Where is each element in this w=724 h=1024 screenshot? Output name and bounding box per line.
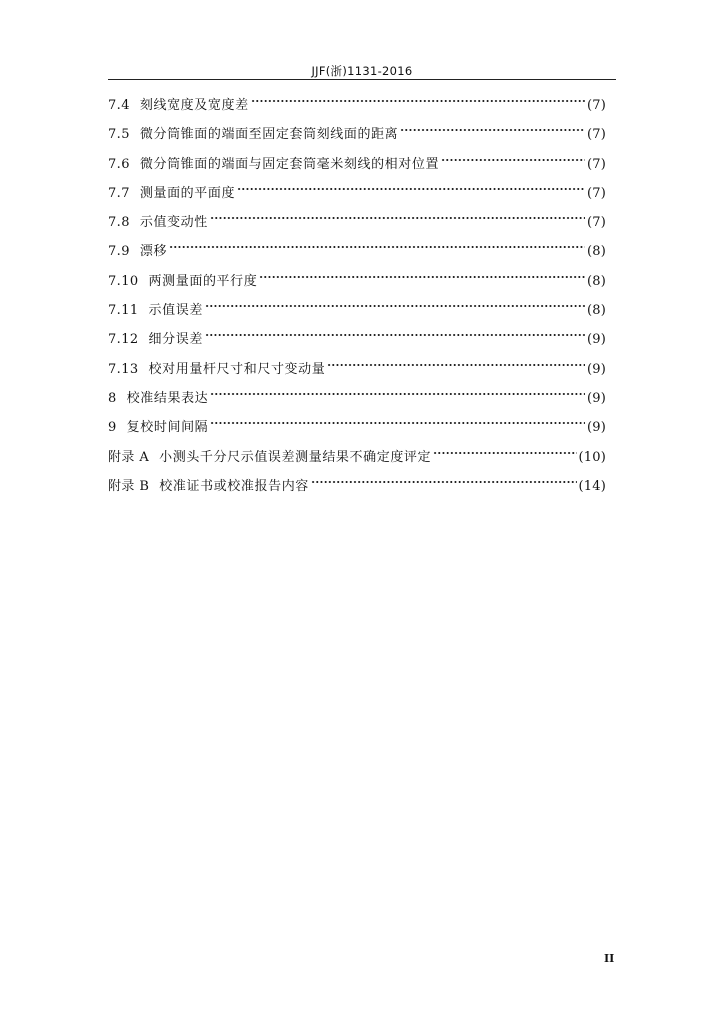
toc-entry-page: (14) — [578, 478, 606, 494]
toc-entry-page: (8) — [586, 303, 606, 319]
toc-entry-page: (9) — [586, 420, 606, 436]
toc-entry-page: (10) — [578, 449, 606, 465]
toc-entry-number: 7.6 — [108, 156, 130, 172]
toc-dot-leader — [433, 448, 576, 458]
header-rule — [108, 79, 616, 80]
toc-entry-title: 微分筒锥面的端面至固定套筒刻线面的距离 — [139, 127, 399, 143]
toc-entry-number: 7.8 — [108, 215, 130, 231]
toc-entry-page: (7) — [586, 98, 606, 113]
table-of-contents — [108, 94, 606, 504]
toc-entry-number: 8 — [108, 390, 117, 406]
toc-dot-leader — [210, 418, 585, 428]
toc-entry-title: 微分筒锥面的端面与固定套筒毫米刻线的相对位置 — [139, 156, 440, 172]
toc-entry-number: 7.5 — [108, 127, 130, 143]
toc-entry-page: (7) — [586, 215, 606, 231]
document-header-title: JJF(浙)1131-2016 — [311, 64, 413, 78]
toc-entry-title: 细分误差 — [148, 332, 203, 348]
toc-entry-title: 示值误差 — [148, 303, 203, 319]
toc-entry-title: 校准结果表达 — [126, 390, 209, 406]
toc-entry[interactable] — [108, 299, 606, 328]
toc-dot-leader — [400, 125, 585, 135]
toc-entry-title: 校对用量杆尺寸和尺寸变动量 — [148, 361, 326, 377]
toc-entry-title: 示值变动性 — [139, 215, 208, 231]
toc-entry[interactable] — [108, 153, 606, 182]
toc-entry-number: 7.10 — [108, 273, 139, 289]
toc-dot-leader — [210, 389, 585, 399]
toc-dot-leader — [311, 477, 577, 487]
toc-entry-page: (9) — [586, 390, 606, 406]
toc-dot-leader — [327, 360, 585, 370]
toc-entry-number: 7.11 — [108, 303, 139, 319]
toc-dot-leader — [210, 213, 585, 223]
toc-entry[interactable] — [108, 475, 606, 504]
toc-dot-leader — [251, 96, 585, 106]
toc-entry-number: 7.9 — [108, 244, 130, 260]
toc-entry-page: (9) — [586, 332, 606, 348]
toc-dot-leader — [237, 184, 585, 194]
toc-entry[interactable] — [108, 328, 606, 357]
toc-entry-title: 复校时间间隔 — [126, 420, 209, 436]
toc-entry[interactable] — [108, 358, 606, 387]
toc-entry-number: 7.7 — [108, 185, 130, 201]
toc-entry-number: 7.4 — [108, 98, 130, 113]
toc-entry[interactable] — [108, 446, 606, 475]
toc-entry-title: 两测量面的平行度 — [148, 273, 258, 289]
toc-entry-page: (7) — [586, 156, 606, 172]
toc-entry[interactable] — [108, 387, 606, 416]
toc-entry-page: (8) — [586, 244, 606, 260]
toc-dot-leader — [259, 272, 585, 282]
toc-entry-page: (7) — [586, 127, 606, 143]
toc-dot-leader — [169, 242, 585, 252]
toc-entry-number: 7.13 — [108, 361, 139, 377]
page-number: II — [604, 952, 615, 965]
toc-entry-page: (9) — [586, 361, 606, 377]
toc-entry[interactable] — [108, 94, 606, 123]
toc-dot-leader — [441, 155, 585, 165]
toc-entry[interactable] — [108, 123, 606, 152]
toc-entry-title: 刻线宽度及宽度差 — [139, 98, 249, 113]
toc-entry[interactable] — [108, 182, 606, 211]
toc-entry-title: 小测头千分尺示值误差测量结果不确定度评定 — [159, 449, 432, 465]
toc-entry-page: (7) — [586, 185, 606, 201]
toc-entry-number: 7.12 — [108, 332, 139, 348]
toc-dot-leader — [205, 301, 585, 311]
toc-entry-number: 附录 B — [108, 478, 150, 494]
toc-entry[interactable] — [108, 270, 606, 299]
toc-dot-leader — [205, 330, 585, 340]
toc-entry-title: 校准证书或校准报告内容 — [159, 478, 309, 494]
toc-entry-number: 附录 A — [108, 449, 150, 465]
toc-entry-title: 测量面的平面度 — [139, 185, 236, 201]
toc-entry[interactable] — [108, 240, 606, 269]
toc-entry-title: 漂移 — [139, 244, 168, 260]
toc-entry[interactable] — [108, 416, 606, 445]
toc-entry-number: 9 — [108, 420, 117, 436]
toc-entry[interactable] — [108, 211, 606, 240]
toc-entry-page: (8) — [586, 273, 606, 289]
